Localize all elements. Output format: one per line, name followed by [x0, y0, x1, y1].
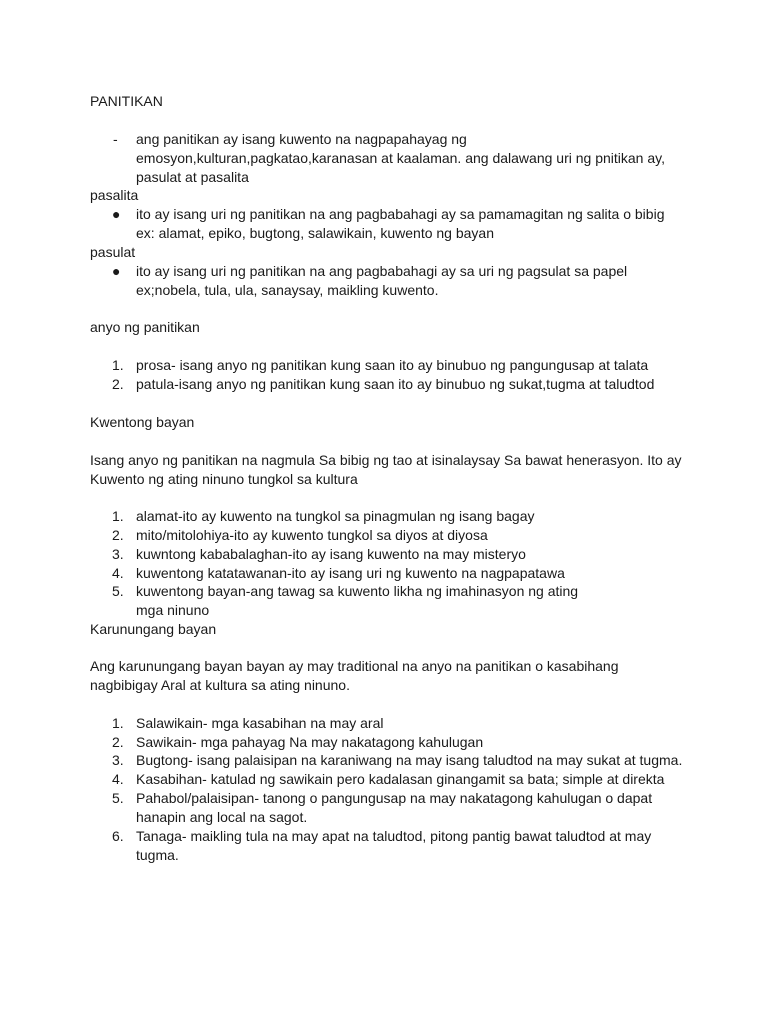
- list-item: kuwntong kababalaghan-ito ay isang kuwento na may misteryo: [136, 546, 526, 562]
- intro-line-2: emosyon,kulturan,pagkatao,karanasan at kaalaman. ang dalawang uri ng pnitikan ay,: [136, 150, 665, 166]
- kwentong-bayan-paragraph-line-2: Kuwento ng ating ninuno tungkol sa kultura: [90, 471, 358, 487]
- kwentong-bayan-heading: Kwentong bayan: [90, 414, 195, 430]
- list-item: alamat-ito ay kuwento na tungkol sa pinagmulan ng isang bagay: [136, 508, 535, 524]
- list-number: 4.: [112, 565, 124, 581]
- list-number: 2.: [112, 734, 124, 750]
- list-item: Pahabol/palaisipan- tanong o pangungusap na may nakatagong kahulugan o dapat: [136, 790, 653, 806]
- list-item: Tanaga- maikling tula na may apat na taludtod, pitong pantig bawat taludtod at may: [136, 828, 652, 844]
- list-number: 1.: [112, 357, 124, 373]
- pasulat-line-1: ito ay isang uri ng panitikan na ang pagbabahagi ay sa uri ng pagsulat sa papel: [136, 263, 628, 279]
- list-number: 5.: [112, 790, 124, 806]
- list-item: kuwentong katatawanan-ito ay isang uri ng kuwento na nagpapatawa: [136, 565, 565, 581]
- list-number: 2.: [112, 527, 124, 543]
- list-number: 1.: [112, 715, 124, 731]
- karunungang-bayan-paragraph-line-2: nagbibigay Aral at kultura sa ating ninuno.: [90, 677, 350, 693]
- list-item: Kasabihan- katulad ng sawikain pero kadalasan ginangamit sa bata; simple at direkta: [136, 771, 665, 787]
- anyo-heading: anyo ng panitikan: [90, 319, 200, 335]
- list-number: 1.: [112, 508, 124, 524]
- list-item: kuwentong bayan-ang tawag sa kuwento likha ng imahinasyon ng ating: [136, 583, 579, 599]
- bullet-marker: ●: [112, 206, 121, 222]
- kwentong-bayan-paragraph-line-1: Isang anyo ng panitikan na nagmula Sa bibig ng tao at isinalaysay Sa bawat henerasyon. Ito ay: [90, 452, 682, 468]
- list-number: 6.: [112, 828, 124, 844]
- list-number: 3.: [112, 546, 124, 562]
- list-item: Bugtong- isang palaisipan na karaniwang na may isang taludtod na may sukat at tugma.: [136, 752, 683, 768]
- karunungang-bayan-heading: Karunungang bayan: [90, 621, 217, 637]
- list-item: patula-isang anyo ng panitikan kung saan ito ay binubuo ng sukat,tugma at taludtod: [136, 376, 655, 392]
- list-number: 2.: [112, 376, 124, 392]
- list-number: 3.: [112, 752, 124, 768]
- dash-marker: -: [113, 131, 118, 147]
- intro-line-3: pasulat at pasalita: [136, 169, 249, 185]
- karunungang-bayan-paragraph-line-1: Ang karunungang bayan bayan ay may traditional na anyo na panitikan o kasabihang: [90, 658, 619, 674]
- pasulat-heading: pasulat: [90, 244, 136, 260]
- pasalita-heading: pasalita: [90, 187, 139, 203]
- pasalita-line-2: ex: alamat, epiko, bugtong, salawikain, kuwento ng bayan: [136, 225, 495, 241]
- list-item: mito/mitolohiya-ito ay kuwento tungkol sa diyos at diyosa: [136, 527, 488, 543]
- list-item: Sawikain- mga pahayag Na may nakatagong kahulugan: [136, 734, 484, 750]
- page-title: PANITIKAN: [90, 93, 163, 109]
- list-item: prosa- isang anyo ng panitikan kung saan ito ay binubuo ng pangungusap at talata: [136, 357, 649, 373]
- pasalita-line-1: ito ay isang uri ng panitikan na ang pagbabahagi ay sa pamamagitan ng salita o bibig: [136, 206, 665, 222]
- list-item-continuation: mga ninuno: [136, 602, 210, 618]
- list-item: Salawikain- mga kasabihan na may aral: [136, 715, 384, 731]
- list-number: 5.: [112, 583, 124, 599]
- list-number: 4.: [112, 771, 124, 787]
- intro-line-1: ang panitikan ay isang kuwento na nagpapahayag ng: [136, 131, 467, 147]
- list-item-continuation: hanapin ang local na sagot.: [136, 809, 308, 825]
- pasulat-line-2: ex;nobela, tula, ula, sanaysay, maikling kuwento.: [136, 282, 439, 298]
- bullet-marker: ●: [112, 263, 121, 279]
- list-item-continuation: tugma.: [136, 847, 179, 863]
